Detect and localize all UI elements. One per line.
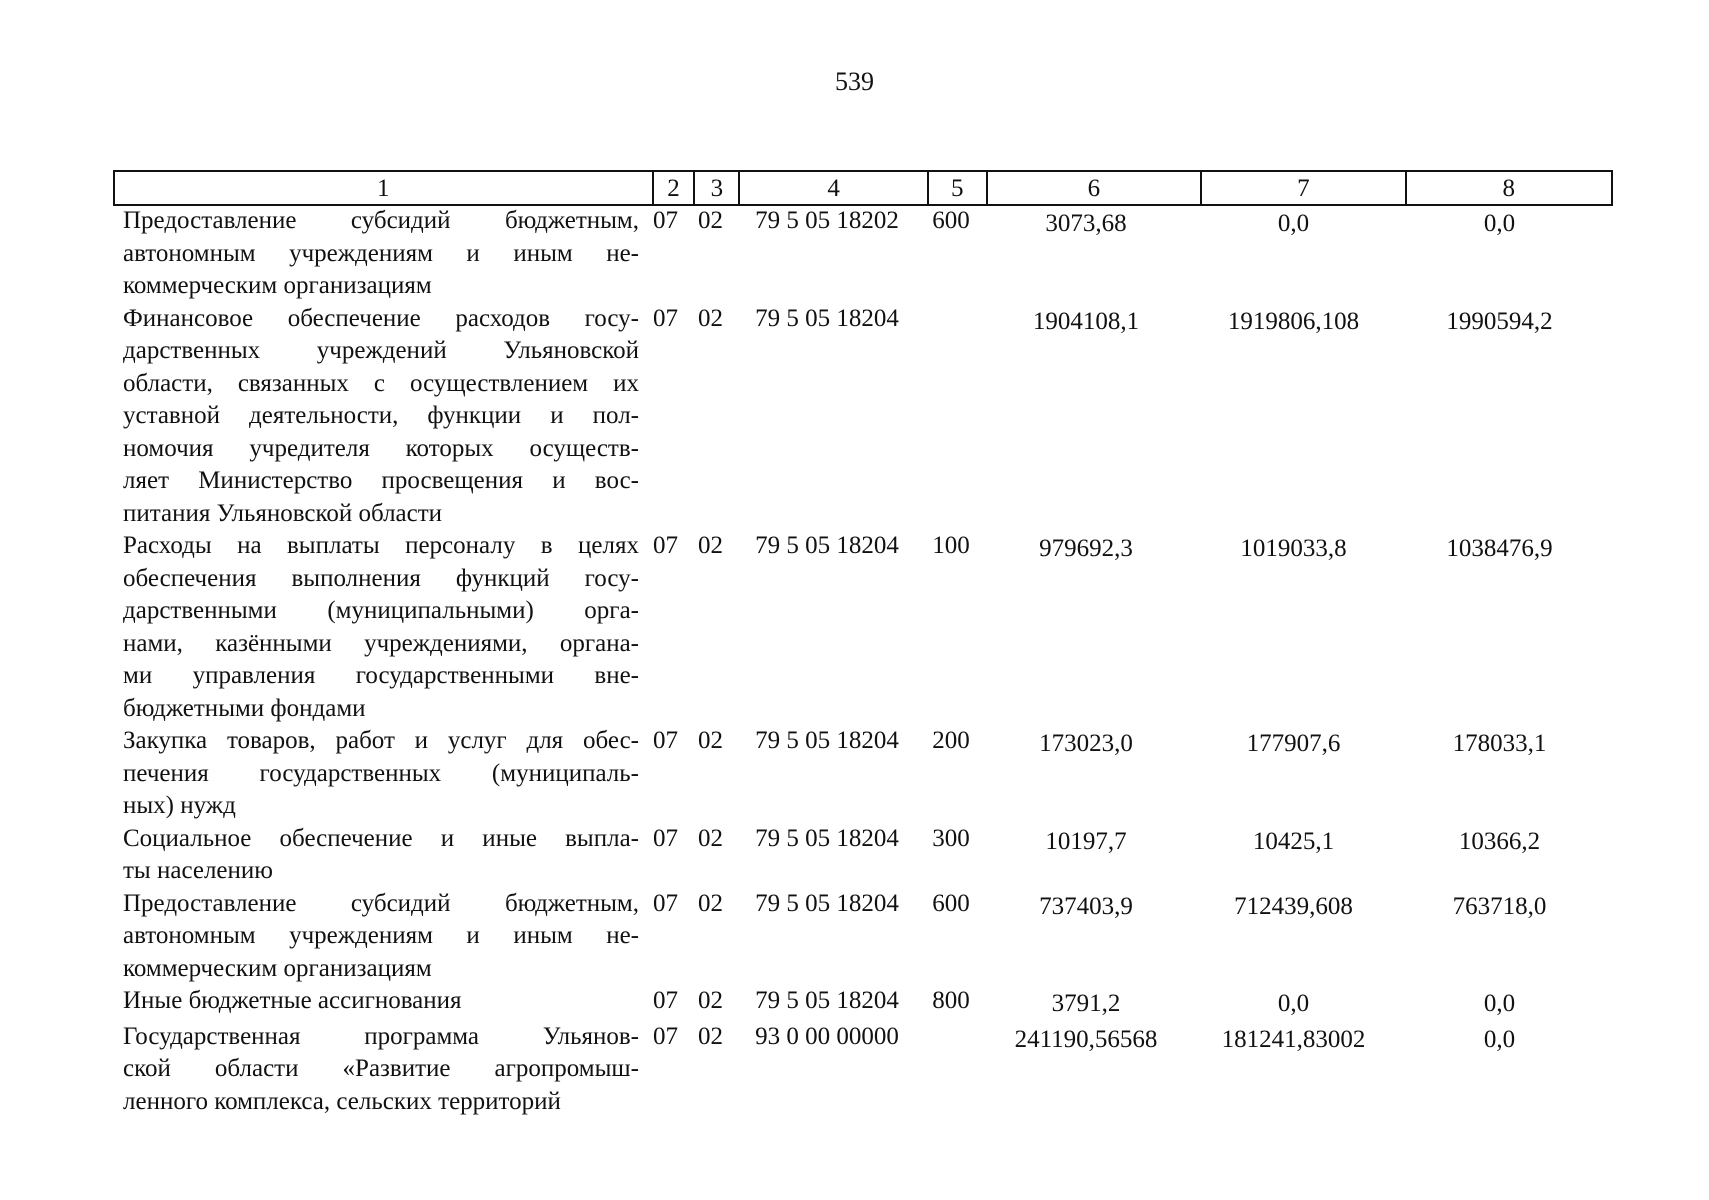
description-line: Иные бюджетные ассигнования bbox=[123, 987, 462, 1014]
description-line: дарственными (муниципальными) орга- bbox=[123, 597, 639, 624]
section-code: 07 bbox=[653, 1022, 678, 1050]
section-code: 07 bbox=[653, 207, 678, 234]
amount-year-2: 0,0 bbox=[1277, 990, 1310, 1017]
table-row bbox=[123, 205, 1603, 303]
table-row bbox=[123, 1021, 1603, 1119]
header-col-3: 3 bbox=[695, 172, 740, 204]
amount-year-1: 1904108,1 bbox=[1032, 307, 1140, 335]
amount-year-3: 178033,1 bbox=[1452, 730, 1547, 757]
target-article-code: 79 5 05 18204 bbox=[755, 889, 899, 917]
table-row bbox=[123, 725, 1603, 823]
amount-year-1: 241190,56568 bbox=[1014, 1025, 1158, 1053]
subsection-code: 02 bbox=[698, 207, 723, 234]
amount-year-2: 1019033,8 bbox=[1240, 535, 1347, 562]
description-line: бюджетными фондами bbox=[123, 694, 366, 722]
row-description bbox=[123, 1021, 641, 1119]
amount-year-3: 0,0 bbox=[1483, 1025, 1516, 1053]
amount-year-1: 737403,9 bbox=[1039, 892, 1133, 920]
header-col-6: 6 bbox=[988, 172, 1202, 204]
description-line: автономным учреждениям и иным не- bbox=[123, 922, 639, 949]
expense-type-code: 300 bbox=[932, 824, 970, 852]
header-col-2: 2 bbox=[654, 172, 696, 204]
table-row bbox=[123, 303, 1603, 531]
subsection-code: 02 bbox=[698, 727, 723, 754]
subsection-code: 02 bbox=[698, 304, 723, 332]
section-code: 07 bbox=[653, 987, 678, 1014]
amount-year-1: 10197,7 bbox=[1045, 827, 1127, 855]
amount-year-3: 0,0 bbox=[1483, 210, 1516, 237]
row-description bbox=[123, 823, 641, 888]
row-description bbox=[123, 205, 641, 303]
description-line: Социальное обеспечение и иные выпла- bbox=[123, 824, 639, 852]
amount-year-1: 3073,68 bbox=[1045, 210, 1127, 237]
description-line: номочия учредителя которых осуществ- bbox=[123, 434, 639, 462]
subsection-code: 02 bbox=[698, 987, 723, 1014]
header-col-1: 1 bbox=[115, 172, 654, 204]
description-line: коммерческим организациям bbox=[123, 954, 432, 982]
description-line: коммерческим организациям bbox=[123, 272, 432, 299]
amount-year-2: 177907,6 bbox=[1246, 730, 1341, 757]
page-number: 539 bbox=[835, 67, 874, 96]
amount-year-3: 10366,2 bbox=[1458, 827, 1541, 855]
expense-type-code: 800 bbox=[932, 987, 970, 1014]
description-line: уставной деятельности, функции и пол- bbox=[123, 402, 639, 429]
description-line: Предоставление субсидий бюджетным, bbox=[123, 207, 639, 234]
target-article-code: 79 5 05 18204 bbox=[755, 987, 899, 1014]
section-code: 07 bbox=[653, 532, 678, 559]
table-row bbox=[123, 530, 1603, 725]
subsection-code: 02 bbox=[698, 889, 723, 917]
amount-year-2: 181241,83002 bbox=[1221, 1025, 1366, 1053]
target-article-code: 79 5 05 18204 bbox=[755, 532, 899, 559]
header-col-5: 5 bbox=[929, 172, 988, 204]
description-line: ской области «Развитие агропромыш- bbox=[123, 1055, 639, 1082]
target-article-code: 79 5 05 18202 bbox=[755, 207, 899, 234]
amount-year-1: 173023,0 bbox=[1039, 730, 1133, 757]
description-line: ляет Министерство просвещения и вос- bbox=[123, 467, 639, 494]
section-code: 07 bbox=[653, 304, 678, 332]
row-description bbox=[123, 303, 641, 531]
row-description bbox=[123, 725, 641, 823]
description-line: Закупка товаров, работ и услуг для обес- bbox=[123, 727, 639, 754]
description-line: ми управления государственными вне- bbox=[123, 662, 639, 689]
description-line: ных) нужд bbox=[123, 792, 236, 819]
target-article-code: 93 0 00 00000 bbox=[755, 1022, 899, 1050]
description-line: печения государственных (муниципаль- bbox=[123, 759, 639, 787]
amount-year-3: 0,0 bbox=[1483, 990, 1516, 1017]
description-line: Финансовое обеспечение расходов госу- bbox=[123, 304, 639, 332]
description-line: автономным учреждениям и иным не- bbox=[123, 239, 639, 267]
amount-year-2: 712439,608 bbox=[1234, 892, 1353, 920]
expense-type-code: 600 bbox=[932, 207, 970, 234]
row-description bbox=[123, 985, 641, 1018]
expense-type-code: 100 bbox=[932, 532, 970, 559]
description-line: обеспечения выполнения функций госу- bbox=[123, 564, 639, 592]
header-col-7: 7 bbox=[1202, 172, 1406, 204]
amount-year-3: 763718,0 bbox=[1452, 892, 1547, 920]
amount-year-2: 0,0 bbox=[1277, 210, 1310, 237]
header-col-4: 4 bbox=[740, 172, 929, 204]
section-code: 07 bbox=[653, 824, 678, 852]
subsection-code: 02 bbox=[698, 824, 723, 852]
amount-year-2: 1919806,108 bbox=[1227, 307, 1360, 335]
description-line: Расходы на выплаты персоналу в целях bbox=[123, 532, 639, 559]
amount-year-3: 1038476,9 bbox=[1446, 535, 1553, 562]
expense-type-code: 200 bbox=[932, 727, 970, 754]
table-row bbox=[123, 888, 1603, 986]
header-col-8: 8 bbox=[1502, 175, 1516, 202]
amount-year-2: 10425,1 bbox=[1252, 827, 1335, 855]
expense-type-code: 600 bbox=[932, 889, 970, 917]
description-line: ты населению bbox=[123, 857, 273, 884]
table-body bbox=[123, 205, 1603, 1118]
subsection-code: 02 bbox=[698, 532, 723, 559]
section-code: 07 bbox=[653, 889, 678, 917]
table-row bbox=[123, 823, 1603, 888]
row-description bbox=[123, 530, 641, 725]
table-row bbox=[123, 985, 1603, 1021]
description-line: нами, казёнными учреждениями, органа- bbox=[123, 629, 639, 657]
description-line: Предоставление субсидий бюджетным, bbox=[123, 889, 639, 917]
target-article-code: 79 5 05 18204 bbox=[755, 727, 899, 754]
description-line: питания Ульяновской области bbox=[123, 499, 443, 527]
description-line: Государственная программа Ульянов- bbox=[123, 1022, 639, 1050]
target-article-code: 79 5 05 18204 bbox=[755, 824, 899, 852]
table-header bbox=[113, 170, 1613, 206]
section-code: 07 bbox=[653, 727, 678, 754]
amount-year-1: 3791,2 bbox=[1051, 990, 1121, 1017]
description-line: ленного комплекса, сельских территорий bbox=[123, 1087, 561, 1115]
amount-year-3: 1990594,2 bbox=[1446, 307, 1553, 335]
subsection-code: 02 bbox=[698, 1022, 723, 1050]
description-line: дарственных учреждений Ульяновской bbox=[123, 337, 639, 364]
target-article-code: 79 5 05 18204 bbox=[755, 304, 899, 332]
amount-year-1: 979692,3 bbox=[1039, 535, 1133, 562]
description-line: области, связанных с осуществлением их bbox=[123, 369, 639, 397]
row-description bbox=[123, 888, 641, 986]
